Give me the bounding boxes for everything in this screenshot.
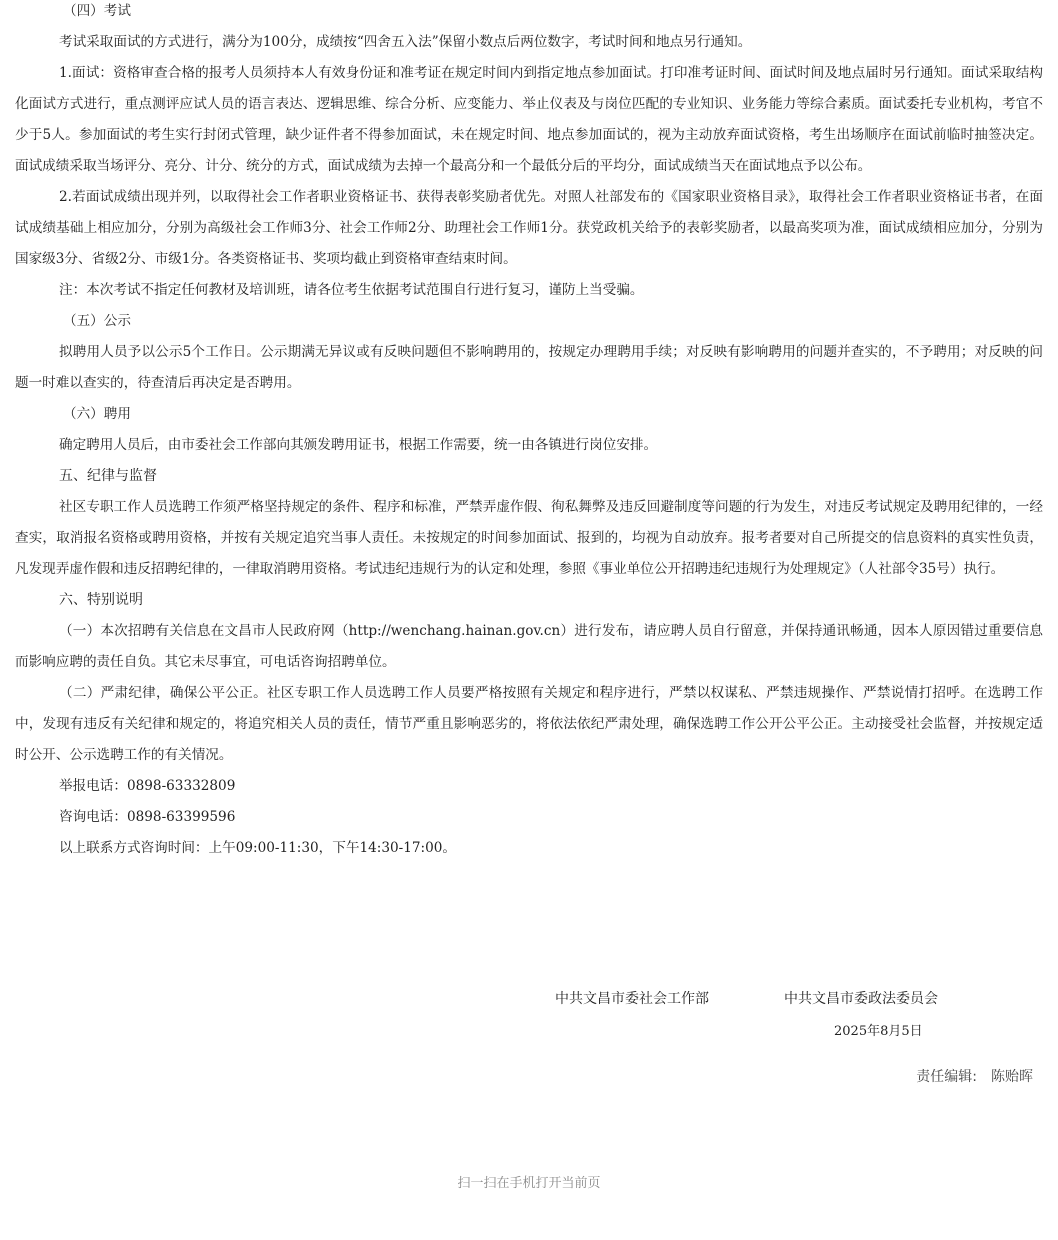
paragraph-publicity: 拟聘用人员予以公示5个工作日。公示期满无异议或有反映问题但不影响聘用的，按规定办理聘用手续；对反映有影响聘用的问题并查实的，不予聘用；对反映的问题一时难以查实的，待查清后再决定是否聘用。 <box>15 344 1043 391</box>
subsection-heading-publicity: （五）公示 <box>63 313 131 329</box>
signature-org-1: 中共文昌市委社会工作部 <box>555 991 709 1007</box>
consult-hours: 以上联系方式咨询时间：上午09:00-11:30，下午14:30-17:00。 <box>59 840 456 856</box>
signature-block <box>0 988 1058 1048</box>
paragraph-special-note-2: （二）严肃纪律，确保公平公正。社区专职工作人员选聘工作人员要严格按照有关规定和程序进行，严禁以权谋私、严禁违规操作、严禁说情打招呼。在选聘工作中，发现有违反有关纪律和规定的，将追究相关人员的责任，情节严重且影响恶劣的，将依法依纪严肃处理，确保选聘工作公开公平公正。主动接受社会监督，并按规定适时公开、公示选聘工作的有关情况。 <box>15 685 1043 763</box>
consult-phone: 咨询电话：0898-63399596 <box>59 809 236 825</box>
signature-date: 2025年8月5日 <box>834 1024 923 1039</box>
subsection-heading-hiring: （六）聘用 <box>63 406 131 422</box>
paragraph-discipline: 社区专职工作人员选聘工作须严格坚持规定的条件、程序和标准，严禁弄虚作假、徇私舞弊及违反回避制度等问题的行为发生，对违反考试规定及聘用纪律的，一经查实，取消报名资格或聘用资格，并按有关规定追究当事人责任。未按规定的时间参加面试、报到的，均视为自动放弃。报考者要对自己所提交的信息资料的真实性负责，凡发现弄虚作假和违反招聘纪律的，一律取消聘用资格。考试违纪违规行为的认定和处理，参照《事业单位公开招聘违纪违规行为处理规定》（人社部令35号）执行。 <box>15 499 1043 577</box>
report-phone: 举报电话：0898-63332809 <box>59 778 236 794</box>
subsection-heading-exam: （四）考试 <box>63 3 131 19</box>
responsible-editor <box>912 1066 1033 1086</box>
paragraph-interview: 1.面试：资格审查合格的报考人员须持本人有效身份证和准考证在规定时间内到指定地点参加面试。打印准考证时间、面试时间及地点届时另行通知。面试采取结构化面试方式进行，重点测评应试人员的语言表达、逻辑思维、综合分析、应变能力、举止仪表及与岗位匹配的专业知识、业务能力等综合素质。面试委托专业机构，考官不少于5人。参加面试的考生实行封闭式管理，缺少证件者不得参加面试，未在规定时间、地点参加面试的，视为主动放弃面试资格，考生出场顺序在面试前临时抽签决定。面试成绩采取当场评分、亮分、计分、统分的方式，面试成绩为去掉一个最高分和一个最低分后的平均分，面试成绩当天在面试地点予以公布。 <box>15 65 1043 174</box>
paragraph-note: 注：本次考试不指定任何教材及培训班，请各位考生依据考试范围自行进行复习，谨防上当受骗。 <box>59 282 644 298</box>
paragraph-hiring: 确定聘用人员后，由市委社会工作部向其颁发聘用证书，根据工作需要，统一由各镇进行岗位安排。 <box>59 437 658 453</box>
paragraph-tie-rules: 2.若面试成绩出现并列，以取得社会工作者职业资格证书、获得表彰奖励者优先。对照人社部发布的《国家职业资格目录》，取得社会工作者职业资格证书者，在面试成绩基础上相应加分，分别为高级社会工作师3分、社会工作师2分、助理社会工作师1分。获党政机关给予的表彰奖励者，以最高奖项为准，面试成绩相应加分，分别为国家级3分、省级2分、市级1分。各类资格证书、奖项均截止到资格审查结束时间。 <box>15 189 1043 267</box>
article-body <box>15 0 1043 864</box>
paragraph-special-note-1: （一）本次招聘有关信息在文昌市人民政府网（http://wenchang.hainan.gov.cn）进行发布，请应聘人员自行留意，并保持通讯畅通，因本人原因错过重要信息而影响应聘的责任自负。其它未尽事宜，可电话咨询招聘单位。 <box>15 623 1043 670</box>
section-heading-special-notes: 六、特别说明 <box>59 592 143 608</box>
paragraph-exam-format: 考试采取面试的方式进行，满分为100分，成绩按“四舍五入法”保留小数点后两位数字，考试时间和地点另行通知。 <box>59 34 752 50</box>
editor-name: 陈贻晖 <box>991 1069 1033 1085</box>
qr-scan-hint[interactable]: 扫一扫在手机打开当前页 <box>457 1176 601 1191</box>
section-heading-discipline: 五、纪律与监督 <box>59 468 157 484</box>
editor-label: 责任编辑: <box>916 1069 977 1085</box>
signature-org-2: 中共文昌市委政法委员会 <box>784 991 938 1007</box>
